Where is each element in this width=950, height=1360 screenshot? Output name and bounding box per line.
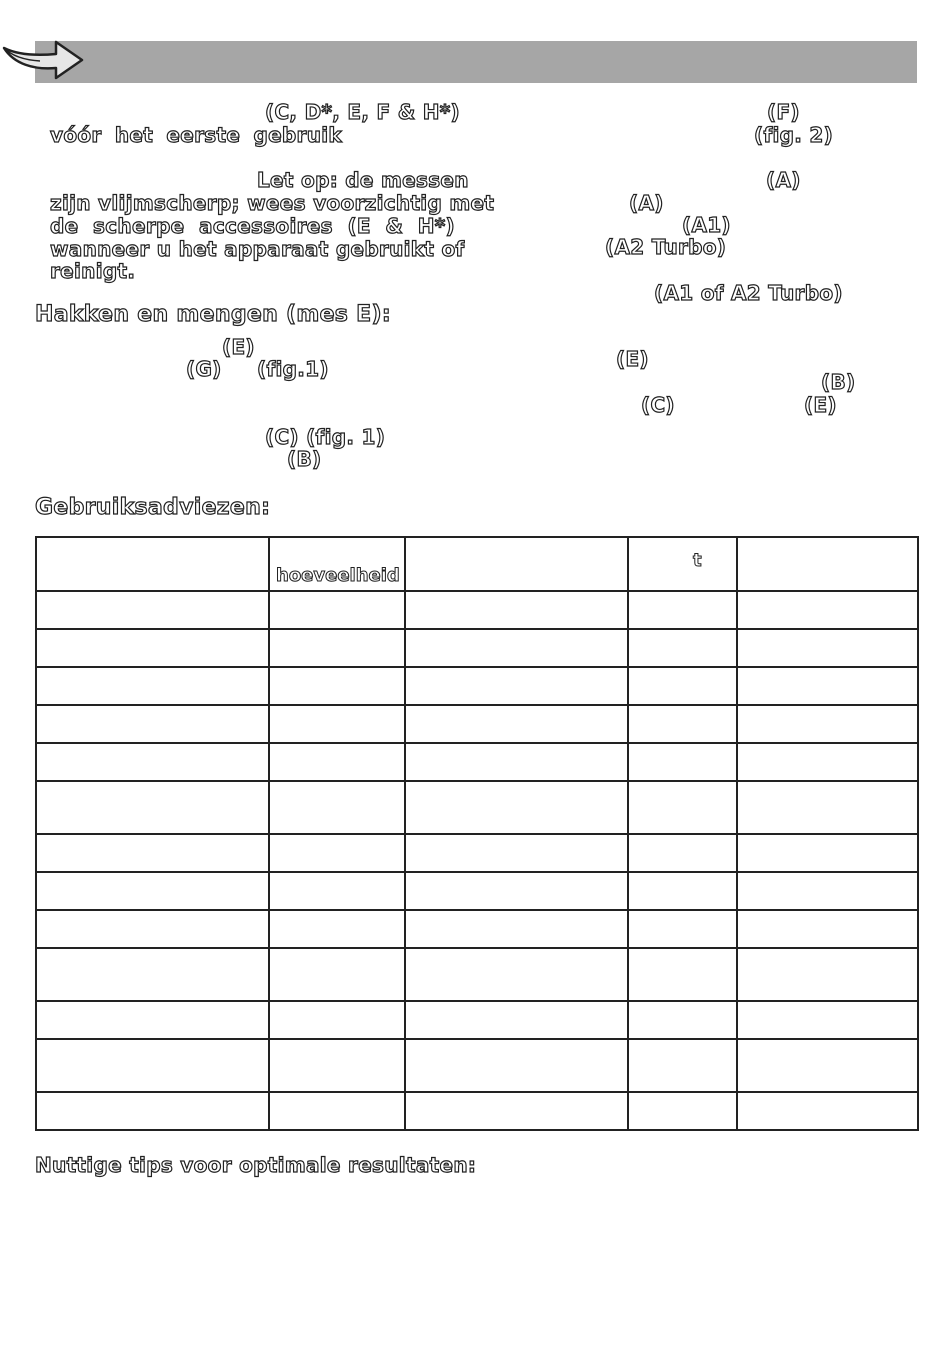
ref-c-right: (C) xyxy=(641,393,675,417)
table-row xyxy=(36,872,918,910)
usage-advice-title: Gebruiksadviezen: xyxy=(35,495,271,520)
ref-a1-model: (A1) xyxy=(682,213,731,237)
header-cell-speed xyxy=(737,537,918,591)
ref-c-fig-1: (C) (fig. 1) xyxy=(265,425,386,449)
ref-a-2: (A) xyxy=(629,191,664,215)
table-row xyxy=(36,910,918,948)
ref-a1-or-a2-turbo: (A1 of A2 Turbo) xyxy=(654,281,843,305)
table-row xyxy=(36,1001,918,1039)
section-title-chop-mix: Hakken en mengen (mes E): xyxy=(35,302,391,327)
table-row xyxy=(36,743,918,781)
table-row xyxy=(36,1039,918,1092)
table-row xyxy=(36,781,918,834)
warning-line-3: de scherpe accessoires (E & H*) xyxy=(50,214,455,238)
table-row xyxy=(36,834,918,872)
header-cell-food xyxy=(36,537,269,591)
usage-advice-table xyxy=(35,536,919,1131)
ref-g: (G) xyxy=(186,357,222,381)
ref-blade-e: (E) xyxy=(222,335,255,359)
parts-reference: (C, D*, E, F & H*) xyxy=(265,100,460,124)
header-cell-accessory xyxy=(405,537,628,591)
table-header-row xyxy=(36,537,918,591)
ref-fig-1: (fig.1) xyxy=(257,357,329,381)
table-row xyxy=(36,591,918,629)
header-quantity-label: hoeveelheid xyxy=(276,565,400,586)
header-cell-quantity xyxy=(269,537,405,591)
ref-fig-2: (fig. 2) xyxy=(754,123,834,147)
ref-b-left: (B) xyxy=(287,447,322,471)
header-cell-time xyxy=(628,537,737,591)
table-row xyxy=(36,948,918,1001)
warning-line-2: zijn vlijmscherp; wees voorzichtig met xyxy=(50,191,495,215)
header-time-label: t xyxy=(693,550,702,571)
table-row xyxy=(36,1092,918,1130)
arrow-right-icon xyxy=(0,34,90,86)
ref-f: (F) xyxy=(767,100,800,124)
ref-e-right-2: (E) xyxy=(804,393,837,417)
table-row xyxy=(36,705,918,743)
ref-a2-turbo: (A2 Turbo) xyxy=(605,235,727,259)
ref-b-right: (B) xyxy=(821,370,856,394)
warning-line-4: wanneer u het apparaat gebruikt of xyxy=(50,237,465,261)
header-bar xyxy=(35,41,917,83)
before-first-use-text: vóór het eerste gebruik xyxy=(50,123,343,147)
useful-tips-title: Nuttige tips voor optimale resultaten: xyxy=(35,1153,477,1177)
ref-e-right-1: (E) xyxy=(616,347,649,371)
ref-a-1: (A) xyxy=(766,168,801,192)
warning-line-1: Let op: de messen xyxy=(257,168,469,192)
warning-line-5: reinigt. xyxy=(50,259,136,283)
table-row xyxy=(36,667,918,705)
table-row xyxy=(36,629,918,667)
